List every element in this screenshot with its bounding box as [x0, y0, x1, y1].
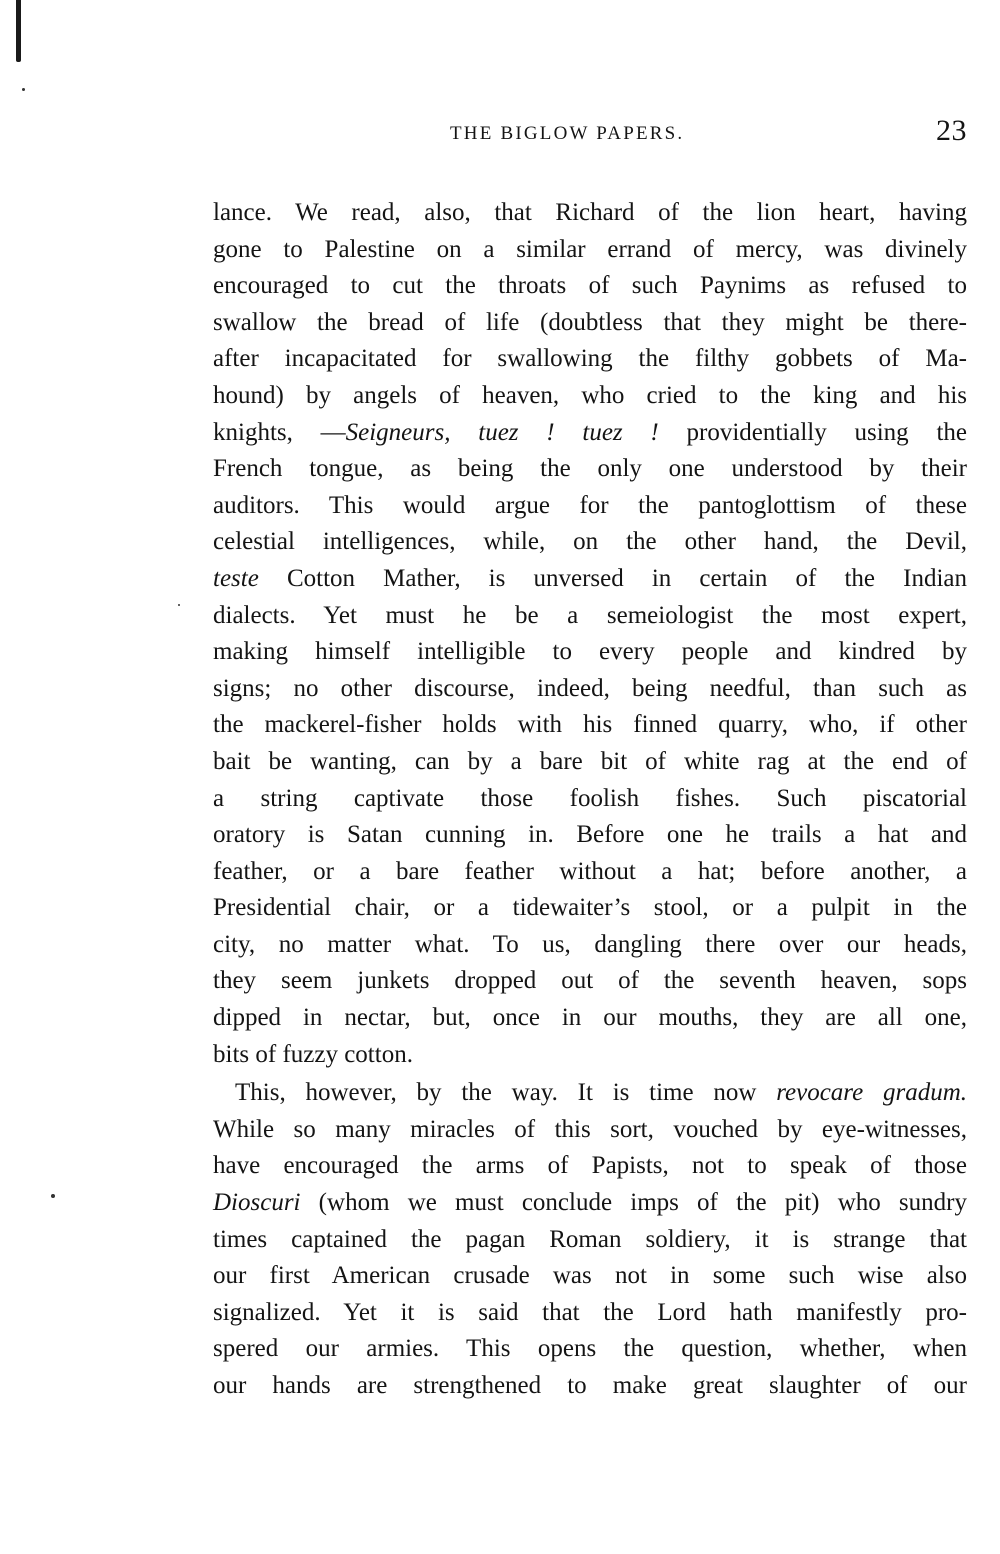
text-line: signalized. Yet it is said that the Lord hath manifestly pro-: [213, 1298, 967, 1326]
text-line: While so many miracles of this sort, vouched by eye-witnesses,: [213, 1115, 967, 1143]
italic-phrase: Seigneurs, tuez ! tuez !: [345, 418, 659, 446]
text-line: spered our armies. This opens the question, whether, when: [213, 1335, 967, 1363]
text-line: auditors. This would argue for the pantoglottism of these: [213, 491, 967, 519]
text-line: signs; no other discourse, indeed, being needful, than such as: [213, 674, 967, 702]
text-segment: (whom we must conclude imps of the pit) who sundry: [300, 1189, 967, 1217]
text-segment: Cotton Mather, is unversed in certain of the Indian: [258, 564, 967, 592]
text-segment: This, however, by the way. It is time now: [235, 1079, 777, 1107]
italic-word: teste: [213, 564, 259, 592]
text-line: [213, 1075, 967, 1112]
page-number: 23: [936, 114, 967, 147]
text-line: dipped in nectar, but, once in our mouths, they are all one,: [213, 1004, 967, 1032]
margin-speck: [51, 1194, 55, 1198]
text-line: times captained the pagan Roman soldiery, it is strange that: [213, 1225, 967, 1253]
text-line: oratory is Satan cunning in. Before one he trails a hat and: [213, 821, 967, 849]
text-line: [213, 1185, 967, 1222]
text-segment: knights, —: [213, 418, 346, 446]
running-head: [213, 114, 967, 154]
text-line: Presidential chair, or a tidewaiter’s stool, or a pulpit in the: [213, 894, 967, 922]
text-line: our hands are strengthened to make great slaughter of our: [213, 1372, 967, 1399]
text-line: gone to Palestine on a similar errand of mercy, was divinely: [213, 235, 967, 263]
paragraph-2: [213, 1075, 967, 1404]
text-line: they seem junkets dropped out of the seventh heaven, sops: [213, 967, 967, 995]
margin-speck: [22, 88, 25, 91]
text-line: French tongue, as being the only one understood by their: [213, 455, 967, 483]
text-line: the mackerel-fisher holds with his finned quarry, who, if other: [213, 711, 967, 739]
text-segment: providentially using the: [658, 418, 967, 446]
text-line: bait be wanting, can by a bare bit of white rag at the end of: [213, 747, 967, 775]
paragraph-1: [213, 195, 967, 1073]
text-line: have encouraged the arms of Papists, not to speak of those: [213, 1152, 967, 1180]
text-line: our first American crusade was not in some such wise also: [213, 1262, 967, 1290]
text-line: lance. We read, also, that Richard of the lion heart, having: [213, 199, 967, 226]
text-line: city, no matter what. To us, dangling there over our heads,: [213, 930, 967, 958]
text-line: swallow the bread of life (doubtless that they might be there-: [213, 308, 967, 336]
text-line: after incapacitated for swallowing the filthy gobbets of Ma-: [213, 345, 967, 373]
text-line: feather, or a bare feather without a hat; before another, a: [213, 857, 967, 885]
text-line: encouraged to cut the throats of such Paynims as refused to: [213, 272, 967, 300]
body-text: [213, 195, 967, 1405]
text-line: dialects. Yet must he be a semeiologist the most expert,: [213, 601, 967, 629]
text-line: hound) by angels of heaven, who cried to the king and his: [213, 381, 967, 409]
running-title: THE BIGLOW PAPERS.: [450, 123, 685, 144]
text-line: [213, 561, 967, 598]
text-line: bits of fuzzy cotton.: [213, 1040, 413, 1068]
text-line: a string captivate those foolish fishes. Such piscatorial: [213, 784, 967, 812]
italic-phrase: revocare gradum.: [776, 1079, 967, 1107]
italic-word: Dioscuri: [213, 1189, 301, 1217]
margin-ink-mark: [16, 0, 21, 62]
margin-speck: [178, 604, 180, 606]
text-line: celestial intelligences, while, on the other hand, the Devil,: [213, 528, 967, 556]
text-line: making himself intelligible to every people and kindred by: [213, 638, 967, 666]
text-line: [213, 415, 967, 452]
